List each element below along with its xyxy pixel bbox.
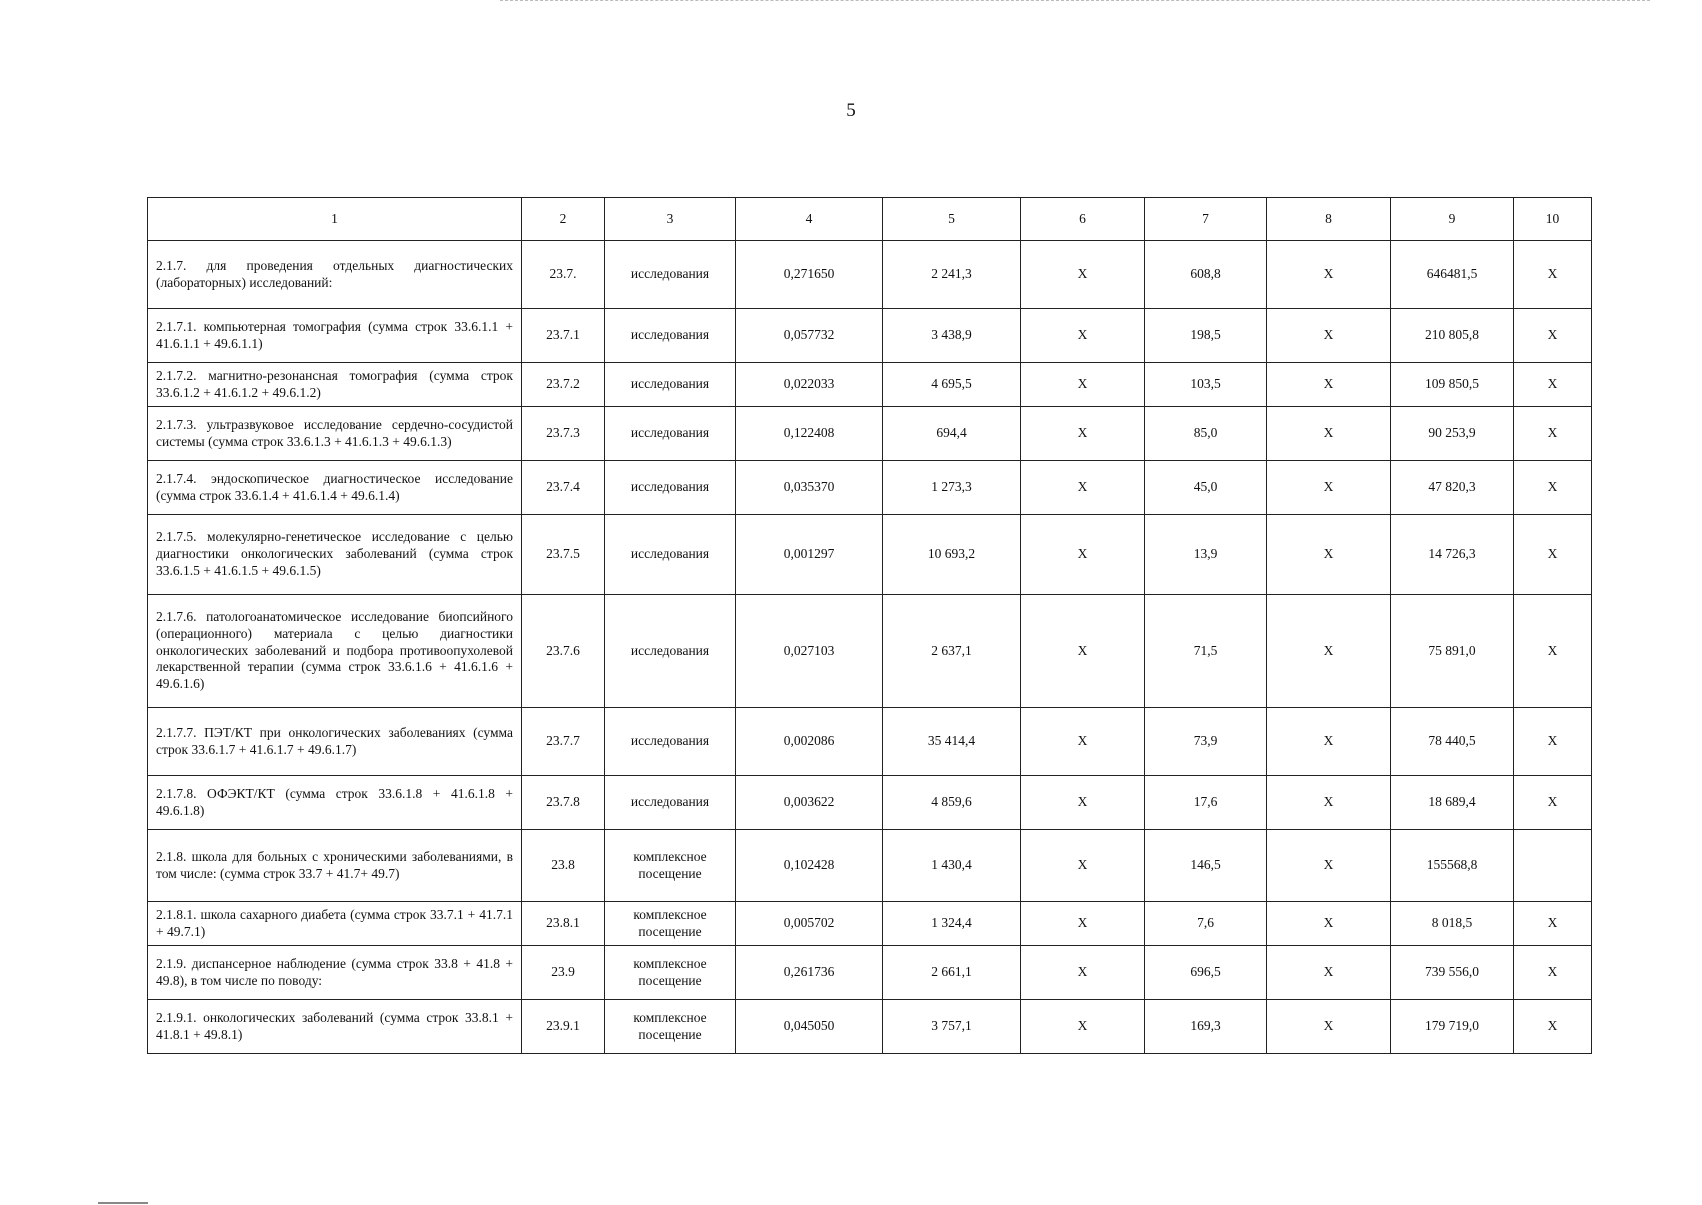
table-cell: 109 850,5 [1391,363,1514,407]
table-cell: исследования [605,407,736,461]
table-cell: 23.7.5 [522,515,605,595]
table-cell: X [1267,776,1391,830]
table-cell: X [1021,830,1145,902]
table-cell: X [1514,776,1592,830]
row-description-cell: 2.1.7.7. ПЭТ/КТ при онкологических заболеваниях (сумма строк 33.6.1.7 + 41.6.1.7 + 49.6.1.7) [148,708,522,776]
row-description-cell: 2.1.8. школа для больных с хроническими заболеваниями, в том числе: (сумма строк 33.7 + 41.7+ 49.7) [148,830,522,902]
table-cell: X [1514,241,1592,309]
table-cell: 210 805,8 [1391,309,1514,363]
table-cell: 8 018,5 [1391,902,1514,946]
table-cell: X [1021,363,1145,407]
table-cell: 23.7.2 [522,363,605,407]
table-cell: X [1267,461,1391,515]
table-cell: 169,3 [1145,1000,1267,1054]
table-cell: исследования [605,776,736,830]
table-cell: 0,001297 [736,515,883,595]
table-cell: 23.7.7 [522,708,605,776]
table-cell: 0,005702 [736,902,883,946]
table-cell: X [1267,407,1391,461]
row-description-cell: 2.1.7.2. магнитно-резонансная томография (сумма строк 33.6.1.2 + 41.6.1.2 + 49.6.1.2) [148,363,522,407]
table-cell: 179 719,0 [1391,1000,1514,1054]
header-cell: 9 [1391,198,1514,241]
table-cell: 71,5 [1145,595,1267,708]
table-cell: 23.7.3 [522,407,605,461]
table-cell: 0,057732 [736,309,883,363]
table-cell: X [1514,946,1592,1000]
table-row [148,946,1592,1000]
table-cell: X [1514,902,1592,946]
table-cell: 694,4 [883,407,1021,461]
table-cell: X [1021,309,1145,363]
table-cell: 23.9 [522,946,605,1000]
table-row [148,595,1592,708]
row-description-cell: 2.1.7. для проведения отдельных диагностических (лабораторных) исследований: [148,241,522,309]
table-cell [1514,830,1592,902]
table-cell: X [1514,363,1592,407]
table-cell: X [1021,1000,1145,1054]
row-description-cell: 2.1.9.1. онкологических заболеваний (сумма строк 33.8.1 + 41.8.1 + 49.8.1) [148,1000,522,1054]
table-cell: X [1514,461,1592,515]
table-cell: 0,045050 [736,1000,883,1054]
table-cell: 0,102428 [736,830,883,902]
table-cell: 75 891,0 [1391,595,1514,708]
table-cell: X [1514,407,1592,461]
table-cell: комплексное посещение [605,1000,736,1054]
table-cell: 646481,5 [1391,241,1514,309]
table-cell: X [1021,241,1145,309]
table-cell: 35 414,4 [883,708,1021,776]
table-cell: комплексное посещение [605,902,736,946]
table-cell: X [1514,515,1592,595]
table-cell: 1 430,4 [883,830,1021,902]
table-cell: 14 726,3 [1391,515,1514,595]
table-cell: X [1021,776,1145,830]
table-row [148,776,1592,830]
header-cell: 5 [883,198,1021,241]
table-cell: 23.7.6 [522,595,605,708]
table-cell: X [1514,1000,1592,1054]
table-cell: X [1514,309,1592,363]
table-cell: исследования [605,708,736,776]
table-cell: 85,0 [1145,407,1267,461]
table-cell: 10 693,2 [883,515,1021,595]
row-description-cell: 2.1.7.6. патологоанатомическое исследование биопсийного (операционного) материала с целью диагностики онкологических заболеваний и подбора противоопухолевой лекарственной терапии (сумма строк 33.6.1.6 + 41.6.1.6 + 49.6.1.6) [148,595,522,708]
table-row [148,309,1592,363]
table-cell: X [1267,515,1391,595]
row-description-cell: 2.1.8.1. школа сахарного диабета (сумма строк 33.7.1 + 41.7.1 + 49.7.1) [148,902,522,946]
row-description-cell: 2.1.9. диспансерное наблюдение (сумма строк 33.8 + 41.8 + 49.8), в том числе по поводу: [148,946,522,1000]
table-cell: 2 637,1 [883,595,1021,708]
table-cell: 47 820,3 [1391,461,1514,515]
table-cell: 23.8.1 [522,902,605,946]
table-cell: 23.9.1 [522,1000,605,1054]
table-cell: 608,8 [1145,241,1267,309]
table-row [148,515,1592,595]
table-cell: X [1021,407,1145,461]
table-cell: X [1514,595,1592,708]
header-cell: 3 [605,198,736,241]
scan-artifact-top [500,0,1650,3]
table-cell: X [1514,708,1592,776]
table-cell: исследования [605,461,736,515]
header-cell: 7 [1145,198,1267,241]
header-cell: 8 [1267,198,1391,241]
table-cell: 198,5 [1145,309,1267,363]
table-cell: 45,0 [1145,461,1267,515]
table-cell: 3 757,1 [883,1000,1021,1054]
table-cell: X [1267,363,1391,407]
table-cell: исследования [605,309,736,363]
table-cell: X [1021,595,1145,708]
table-cell: 0,027103 [736,595,883,708]
header-cell: 1 [148,198,522,241]
table-cell: 103,5 [1145,363,1267,407]
table-body [148,198,1592,1054]
row-description-cell: 2.1.7.3. ультразвуковое исследование сердечно-сосудистой системы (сумма строк 33.6.1.3 + 41.6.1.3 + 49.6.1.3) [148,407,522,461]
table-cell: X [1021,515,1145,595]
table-cell: 0,035370 [736,461,883,515]
table-cell: 4 859,6 [883,776,1021,830]
table-cell: X [1021,708,1145,776]
table-cell: 0,122408 [736,407,883,461]
table-cell: исследования [605,515,736,595]
table-cell: 13,9 [1145,515,1267,595]
table-cell: 0,271650 [736,241,883,309]
table-cell: 0,261736 [736,946,883,1000]
table-header-row [148,198,1592,241]
table-cell: 23.7.1 [522,309,605,363]
table-cell: исследования [605,595,736,708]
table-row [148,363,1592,407]
table-cell: X [1267,1000,1391,1054]
row-description-cell: 2.1.7.5. молекулярно-генетическое исследование с целью диагностики онкологических заболеваний (сумма строк 33.6.1.5 + 41.6.1.5 + 49.6.1.5) [148,515,522,595]
table-cell: 3 438,9 [883,309,1021,363]
table-row [148,461,1592,515]
table-row [148,708,1592,776]
table-cell: X [1267,830,1391,902]
table-row [148,1000,1592,1054]
table-cell: X [1267,309,1391,363]
header-cell: 2 [522,198,605,241]
table-cell: 4 695,5 [883,363,1021,407]
table-cell: 146,5 [1145,830,1267,902]
table-row [148,830,1592,902]
page-number: 5 [846,100,856,121]
table-cell: 696,5 [1145,946,1267,1000]
row-description-cell: 2.1.7.1. компьютерная томография (сумма строк 33.6.1.1 + 41.6.1.1 + 49.6.1.1) [148,309,522,363]
table-cell: комплексное посещение [605,946,736,1000]
table-cell: X [1267,902,1391,946]
table-cell: X [1267,241,1391,309]
table-cell: 23.8 [522,830,605,902]
table-cell: 73,9 [1145,708,1267,776]
table-cell: X [1021,946,1145,1000]
table-cell: исследования [605,363,736,407]
table-cell: 155568,8 [1391,830,1514,902]
table-cell: X [1267,946,1391,1000]
table-cell: 2 241,3 [883,241,1021,309]
table-cell: 0,002086 [736,708,883,776]
table-cell: 23.7.8 [522,776,605,830]
table-row [148,902,1592,946]
table-row [148,407,1592,461]
data-table [147,197,1592,1054]
table-cell: 23.7. [522,241,605,309]
header-cell: 6 [1021,198,1145,241]
table-cell: X [1021,461,1145,515]
table-cell: 18 689,4 [1391,776,1514,830]
table-cell: X [1267,708,1391,776]
row-description-cell: 2.1.7.4. эндоскопическое диагностическое исследование (сумма строк 33.6.1.4 + 41.6.1.4 + 49.6.1.4) [148,461,522,515]
table-cell: 0,022033 [736,363,883,407]
table-cell: 90 253,9 [1391,407,1514,461]
table-row [148,241,1592,309]
table-cell: 1 324,4 [883,902,1021,946]
header-cell: 4 [736,198,883,241]
table-cell: исследования [605,241,736,309]
table-cell: 78 440,5 [1391,708,1514,776]
table-cell: 23.7.4 [522,461,605,515]
header-cell: 10 [1514,198,1592,241]
table-cell: 17,6 [1145,776,1267,830]
table-cell: 2 661,1 [883,946,1021,1000]
table-cell: комплексное посещение [605,830,736,902]
row-description-cell: 2.1.7.8. ОФЭКТ/КТ (сумма строк 33.6.1.8 + 41.6.1.8 + 49.6.1.8) [148,776,522,830]
table-cell: 1 273,3 [883,461,1021,515]
table-cell: 739 556,0 [1391,946,1514,1000]
table-cell: 0,003622 [736,776,883,830]
table-cell: X [1021,902,1145,946]
table-cell: 7,6 [1145,902,1267,946]
table-cell: X [1267,595,1391,708]
